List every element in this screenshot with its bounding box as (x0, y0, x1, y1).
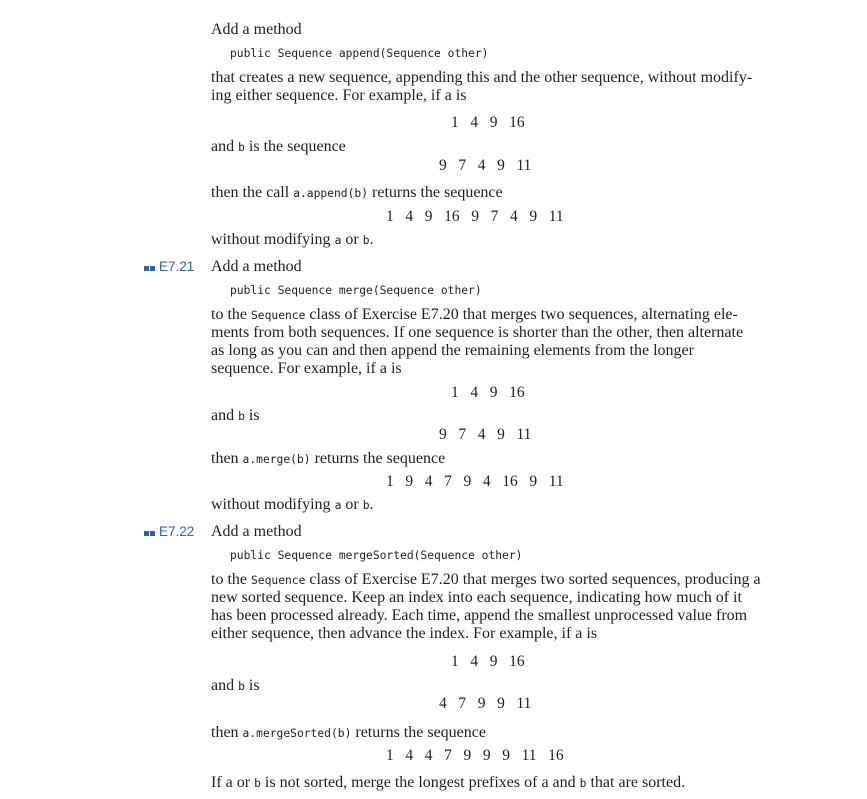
e721-desc-line1: to the Sequence class of Exercise E7.20 that merges two sequences, alternating ele- (211, 306, 738, 323)
e721-desc-line4: sequence. For example, if a is (211, 360, 402, 377)
e720-sequence-b: 9 7 4 9 11 (439, 157, 532, 174)
difficulty-dots-icon (144, 258, 156, 276)
e721-sequence-b: 9 7 4 9 11 (439, 426, 532, 443)
e722-sequence-a: 1 4 9 16 (451, 653, 525, 670)
e720-call: then the call a.append(b) returns the sequence (211, 184, 503, 201)
e722-desc-line4: either sequence, then advance the index. For example, if a is (211, 625, 598, 642)
e720-desc-line1: that creates a new sequence, appending this and the other sequence, without modify- (211, 69, 753, 86)
e720-and-b: and b is the sequence (211, 138, 346, 155)
e721-add-method: Add a method (211, 258, 302, 275)
e720-without-modifying: without modifying a or b. (211, 231, 374, 248)
e722-sequence-b: 4 7 9 9 11 (439, 695, 532, 712)
e722-desc-line3: has been processed already. Each time, append the smallest unprocessed value from (211, 607, 748, 624)
e722-desc-line2: new sorted sequence. Keep an index into each sequence, indicating how much of it (211, 589, 742, 606)
e721-result-sequence: 1 9 4 7 9 4 16 9 11 (386, 473, 564, 490)
e721-without-modifying: without modifying a or b. (211, 496, 374, 513)
e720-desc-line2: ing either sequence. For example, if a is (211, 87, 467, 104)
e720-add-method: Add a method (211, 21, 302, 38)
e722-add-method: Add a method (211, 523, 302, 540)
e722-signature: public Sequence mergeSorted(Sequence other) (230, 549, 523, 562)
e722-label: E7.22 (144, 523, 194, 541)
e720-sequence-a: 1 4 9 16 (451, 114, 525, 131)
e721-and-b: and b is (211, 407, 260, 424)
difficulty-dots-icon (144, 523, 156, 541)
e721-desc-line3: as long as you can and then append the remaining elements from the longer (211, 342, 694, 359)
e721-sequence-a: 1 4 9 16 (451, 384, 525, 401)
e722-and-b: and b is (211, 677, 260, 694)
e722-result-sequence: 1 4 4 7 9 9 9 11 16 (386, 747, 564, 764)
e721-desc-line2: ments from both sequences. If one sequence is shorter than the other, then alternate (211, 324, 744, 341)
e722-call: then a.mergeSorted(b) returns the sequence (211, 724, 486, 741)
e722-unsorted-note: If a or b is not sorted, merge the longest prefixes of a and b that are sorted. (211, 774, 686, 791)
e722-desc-line1: to the Sequence class of Exercise E7.20 that merges two sorted sequences, producing a (211, 571, 761, 588)
e721-signature: public Sequence merge(Sequence other) (230, 284, 482, 297)
e720-result-sequence: 1 4 9 16 9 7 4 9 11 (386, 208, 564, 225)
e721-call: then a.merge(b) returns the sequence (211, 450, 446, 467)
e720-signature: public Sequence append(Sequence other) (230, 47, 489, 60)
e721-label: E7.21 (144, 258, 194, 276)
